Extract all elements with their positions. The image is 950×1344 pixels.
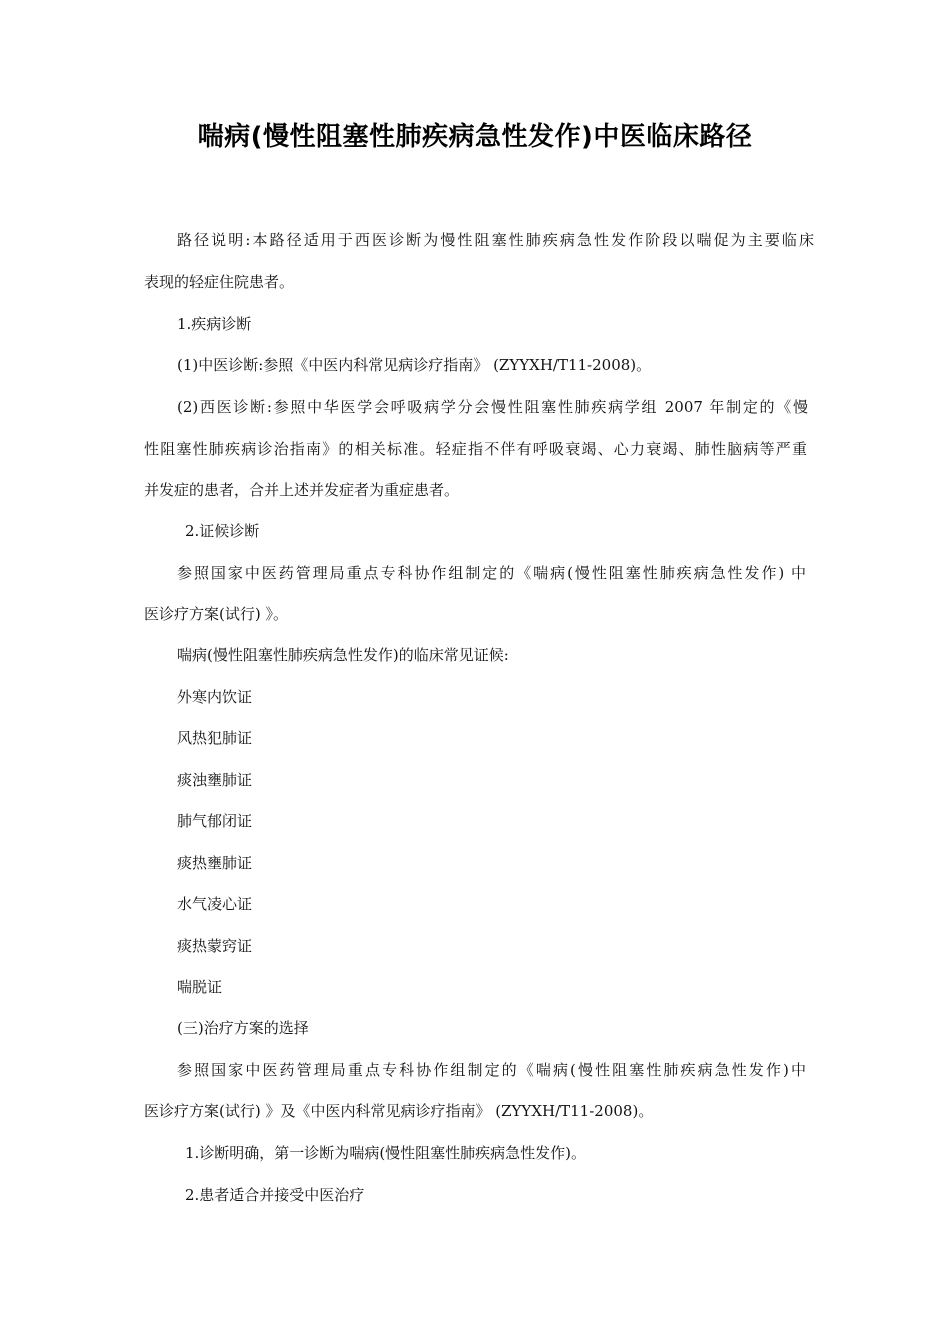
- document-title: 喘病(慢性阻塞性肺疾病急性发作)中医临床路径: [197, 122, 753, 152]
- paragraph-line: 医诊疗方案(试行) 》及《中医内科常见病诊疗指南》 (ZYYXH/T11-2008)。: [144, 1102, 654, 1120]
- paragraph-line: 参照国家中医药管理局重点专科协作组制定的《喘病(慢性阻塞性肺疾病急性发作)中: [177, 1061, 806, 1079]
- paragraph-line: 性阻塞性肺疾病诊治指南》的相关标准。轻症指不伴有呼吸衰竭、心力衰竭、肺性脑病等严重: [144, 440, 807, 458]
- list-item: 肺气郁闭证: [177, 812, 253, 830]
- section-heading: (三)治疗方案的选择: [177, 1019, 309, 1037]
- paragraph-line: 表现的轻症住院患者。: [144, 273, 295, 291]
- list-item: 风热犯肺证: [177, 729, 253, 747]
- list-item: 喘脱证: [177, 978, 223, 996]
- paragraph-line: (1)中医诊断:参照《中医内科常见病诊疗指南》 (ZYYXH/T11-2008)。: [177, 356, 652, 374]
- list-item: 痰热壅肺证: [177, 854, 253, 872]
- section-heading: 2.证候诊断: [185, 522, 260, 540]
- paragraph-line: 2.患者适合并接受中医治疗: [185, 1186, 365, 1204]
- paragraph-line: 1.诊断明确，第一诊断为喘病(慢性阻塞性肺疾病急性发作)。: [185, 1144, 587, 1162]
- paragraph-line: 并发症的患者，合并上述并发症者为重症患者。: [144, 481, 460, 499]
- paragraph-line: (2)西医诊断:参照中华医学会呼吸病学分会慢性阻塞性肺疾病学组 2007 年制定的《慢: [177, 398, 808, 416]
- section-heading: 1.疾病诊断: [177, 315, 252, 333]
- paragraph-line: 路径说明:本路径适用于西医诊断为慢性阻塞性肺疾病急性发作阶段以喘促为主要临床: [177, 231, 814, 249]
- list-item: 水气凌心证: [177, 895, 253, 913]
- list-item: 痰浊壅肺证: [177, 771, 253, 789]
- paragraph-line: 喘病(慢性阻塞性肺疾病急性发作)的临床常见证候:: [177, 646, 509, 664]
- paragraph-line: 医诊疗方案(试行) 》。: [144, 605, 288, 623]
- list-item: 外寒内饮证: [177, 688, 253, 706]
- list-item: 痰热蒙窍证: [177, 937, 253, 955]
- paragraph-line: 参照国家中医药管理局重点专科协作组制定的《喘病(慢性阻塞性肺疾病急性发作) 中: [177, 564, 806, 582]
